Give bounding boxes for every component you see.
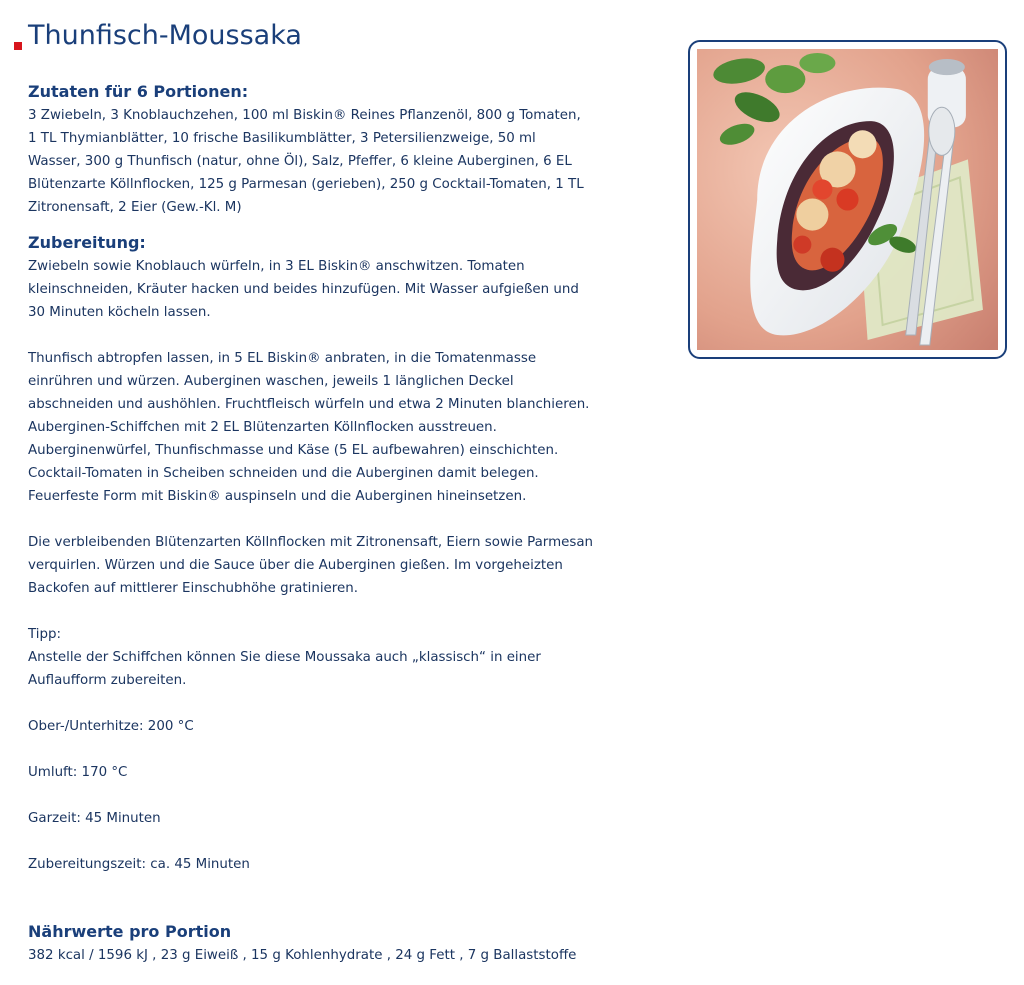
oven-convection: Umluft: 170 °C — [28, 765, 128, 780]
page-title: Thunfisch-Moussaka — [28, 20, 302, 51]
ingredients-line: 1 TL Thymianblätter, 10 frische Basilikumblätter, 3 Petersilienzweige, 50 ml — [28, 131, 536, 146]
ingredients-heading: Zutaten für 6 Portionen: — [28, 82, 249, 101]
recipe-content — [28, 80, 678, 967]
tip-label: Tipp: — [28, 627, 61, 642]
title-marker-icon — [14, 42, 22, 50]
preparation-heading: Zubereitung: — [28, 233, 146, 252]
preparation-step-1 — [28, 255, 678, 324]
preparation-step-3 — [28, 531, 678, 600]
preparation-line: Cocktail-Tomaten in Scheiben schneiden und die Auberginen damit belegen. — [28, 466, 539, 481]
ingredients-line: 3 Zwiebeln, 3 Knoblauchzehen, 100 ml Biskin® Reines Pflanzenöl, 800 g Tomaten, — [28, 108, 581, 123]
preparation-line: verquirlen. Würzen und die Sauce über die Auberginen gießen. Im vorgeheizten — [28, 558, 563, 573]
cooking-time: Garzeit: 45 Minuten — [28, 811, 161, 826]
preparation-line: Feuerfeste Form mit Biskin® auspinseln und die Auberginen hineinsetzen. — [28, 489, 527, 504]
preparation-line: einrühren und würzen. Auberginen waschen, jeweils 1 länglichen Deckel — [28, 374, 514, 389]
tip-line: Auflaufform zubereiten. — [28, 673, 187, 688]
preparation-line: Backofen auf mittlerer Einschubhöhe gratinieren. — [28, 581, 358, 596]
ingredients-line: Wasser, 300 g Thunfisch (natur, ohne Öl), Salz, Pfeffer, 6 kleine Auberginen, 6 EL — [28, 154, 572, 169]
preparation-line: 30 Minuten köcheln lassen. — [28, 305, 211, 320]
preparation-step-2 — [28, 347, 678, 508]
oven-top-bottom-heat: Ober-/Unterhitze: 200 °C — [28, 719, 194, 734]
preparation-line: Zwiebeln sowie Knoblauch würfeln, in 3 EL Biskin® anschwitzen. Tomaten — [28, 259, 525, 274]
dish-image-icon — [697, 49, 998, 350]
nutrition-heading: Nährwerte pro Portion — [28, 922, 232, 941]
ingredients-line: Blütenzarte Köllnflocken, 125 g Parmesan (gerieben), 250 g Cocktail-Tomaten, 1 TL — [28, 177, 584, 192]
tip-line: Anstelle der Schiffchen können Sie diese Moussaka auch „klassisch“ in einer — [28, 650, 541, 665]
preparation-line: Auberginen-Schiffchen mit 2 EL Blütenzarten Köllnflocken ausstreuen. — [28, 420, 497, 435]
ingredients-line: Zitronensaft, 2 Eier (Gew.-Kl. M) — [28, 200, 242, 215]
nutrition-values: 382 kcal / 1596 kJ , 23 g Eiweiß , 15 g Kohlenhydrate , 24 g Fett , 7 g Ballaststoffe — [28, 948, 577, 963]
preparation-line: Auberginenwürfel, Thunfischmasse und Käse (5 EL aufbewahren) einschichten. — [28, 443, 559, 458]
preparation-time: Zubereitungszeit: ca. 45 Minuten — [28, 857, 250, 872]
recipe-photo — [688, 40, 1007, 359]
tip-block — [28, 623, 678, 692]
preparation-line: Thunfisch abtropfen lassen, in 5 EL Biskin® anbraten, in die Tomatenmasse — [28, 351, 537, 366]
ingredients-text — [28, 104, 678, 219]
preparation-line: Die verbleibenden Blütenzarten Köllnflocken mit Zitronensaft, Eiern sowie Parmesan — [28, 535, 594, 550]
preparation-line: abschneiden und aushöhlen. Fruchtfleisch würfeln und etwa 2 Minuten blanchieren. — [28, 397, 590, 412]
preparation-line: kleinschneiden, Kräuter hacken und beides hinzufügen. Mit Wasser aufgießen und — [28, 282, 579, 297]
